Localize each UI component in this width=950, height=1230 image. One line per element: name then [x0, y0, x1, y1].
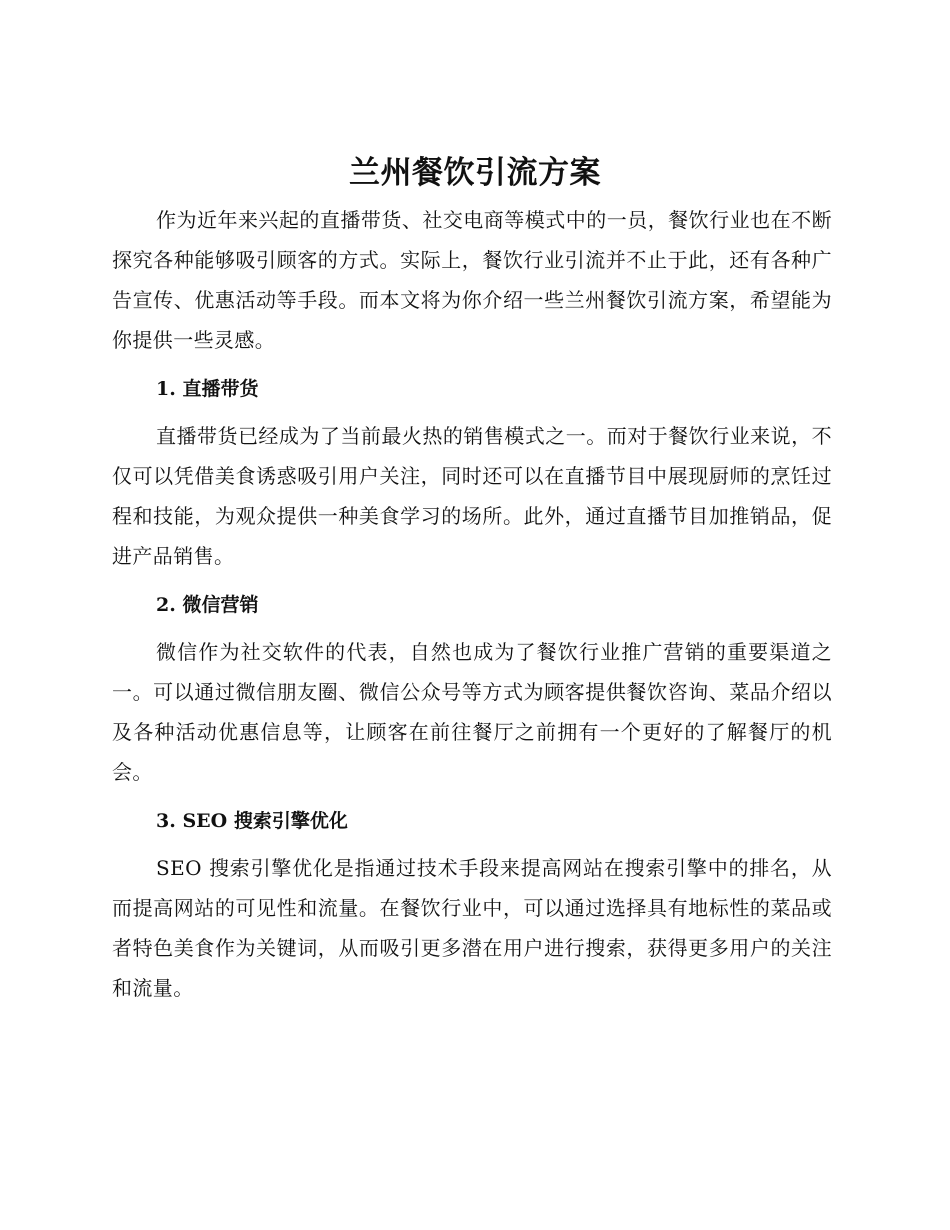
page-title: 兰州餐饮引流方案 [349, 155, 601, 191]
document-body [112, 200, 832, 1008]
section-body-livestream: 直播带货已经成为了当前最火热的销售模式之一。而对于餐饮行业来说，不仅可以凭借美食诱惑吸引用户关注，同时还可以在直播节目中展现厨师的烹饪过程和技能，为观众提供一种美食学习的场所。此外，通过直播节目加推销品，促进产品销售。 [112, 424, 832, 568]
section-heading-livestream: 1. 直播带货 [156, 378, 259, 400]
intro-paragraph: 作为近年来兴起的直播带货、社交电商等模式中的一员，餐饮行业也在不断探究各种能够吸引顾客的方式。实际上，餐饮行业引流并不止于此，还有各种广告宣传、优惠活动等手段。而本文将为你介绍一些兰州餐饮引流方案，希望能为你提供一些灵感。 [112, 208, 832, 352]
section-heading-seo: 3. SEO 搜索引擎优化 [156, 810, 348, 832]
section-body-wechat: 微信作为社交软件的代表，自然也成为了餐饮行业推广营销的重要渠道之一。可以通过微信朋友圈、微信公众号等方式为顾客提供餐饮咨询、菜品介绍以及各种活动优惠信息等，让顾客在前往餐厅之前拥有一个更好的了解餐厅的机会。 [112, 640, 832, 784]
section-body-seo: SEO 搜索引擎优化是指通过技术手段来提高网站在搜索引擎中的排名，从而提高网站的可见性和流量。在餐饮行业中，可以通过选择具有地标性的菜品或者特色美食作为关键词，从而吸引更多潜在用户进行搜索，获得更多用户的关注和流量。 [112, 856, 832, 1000]
section-heading-wechat: 2. 微信营销 [156, 594, 259, 616]
